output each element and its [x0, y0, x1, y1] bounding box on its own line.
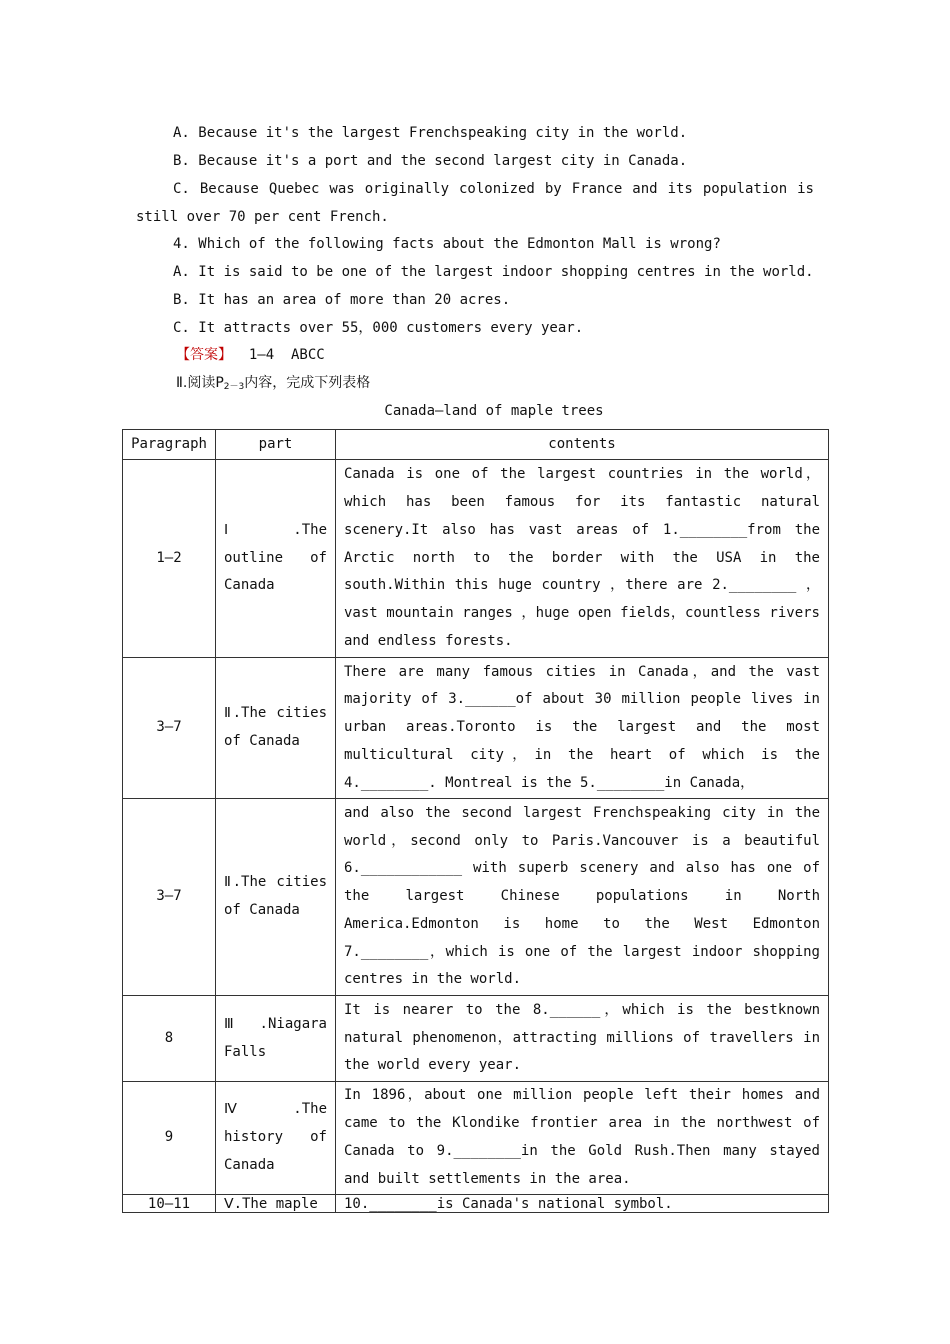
- row-paragraph: 8: [123, 996, 216, 1082]
- row-paragraph: 1—2: [123, 460, 216, 658]
- row-part: Ⅱ.The cities of Canada: [216, 658, 336, 799]
- answer-text: 1—4 ABCC: [248, 347, 325, 363]
- row-contents: In 1896，about one million people left their homes and came to the Klondike frontier area in the northwest of Canada to 9.________in the Gold Rush.Then many stayed and built settlements in the area.: [336, 1082, 829, 1195]
- q3-option-b: B. Because it's a port and the second largest city in Canada.: [173, 153, 688, 169]
- table-title: Canada—land of maple trees: [384, 403, 604, 419]
- table-row: [123, 1082, 829, 1195]
- section-heading-post: 内容，完成下列表格: [244, 375, 371, 391]
- row-contents: and also the second largest Frenchspeaking city in the world，second only to Paris.Vancouver is a beautiful 6.____________ with superb scenery and also has one of the largest Chinese populations in North America.Edmonton is home to the West Edmonton 7.________，which is one of the largest indoor shopping centres in the world.: [336, 799, 829, 996]
- q3-option-c-line1: C. Because Quebec was originally colonized by France and its population is: [173, 181, 814, 197]
- section-heading-pre: Ⅱ.阅读P: [176, 375, 224, 391]
- table-row: [123, 460, 829, 658]
- header-part: part: [216, 430, 336, 460]
- header-paragraph: Paragraph: [123, 430, 216, 460]
- q3-option-c-line2: still over 70 per cent French.: [136, 209, 389, 225]
- row-part: Ⅴ.The maple: [216, 1195, 336, 1213]
- table-row: [123, 658, 829, 799]
- answer-line: [176, 345, 325, 365]
- table-row: [123, 996, 829, 1082]
- q4-stem: 4. Which of the following facts about the Edmonton Mall is wrong?: [173, 236, 721, 252]
- row-part: Ⅲ.Niagara Falls: [216, 996, 336, 1082]
- row-paragraph: 10—11: [123, 1195, 216, 1213]
- row-paragraph: 3—7: [123, 799, 216, 996]
- table-row: [123, 799, 829, 996]
- row-part: Ⅱ.The cities of Canada: [216, 799, 336, 996]
- row-part: Ⅰ.The outline of Canada: [216, 460, 336, 658]
- table-header-row: [123, 430, 829, 460]
- q3-option-a: A. Because it's the largest Frenchspeaking city in the world.: [173, 125, 688, 141]
- row-paragraph: 9: [123, 1082, 216, 1195]
- q4-option-a: A. It is said to be one of the largest indoor shopping centres in the world.: [173, 264, 814, 280]
- q4-option-b: B. It has an area of more than 20 acres.: [173, 292, 511, 308]
- q4-option-c: C. It attracts over 55，000 customers every year.: [173, 320, 584, 336]
- answer-tag: 【答案】: [176, 347, 232, 363]
- header-contents: contents: [336, 430, 829, 460]
- row-paragraph: 3—7: [123, 658, 216, 799]
- row-contents: Canada is one of the largest countries in the world，which has been famous for its fantastic natural scenery.It also has vast areas of 1.________from the Arctic north to the border with the USA in the south.Within this huge country ，there are 2.________ ，vast mountain ranges ，huge open fields，countless rivers and endless forests.: [336, 460, 829, 658]
- row-contents: 10.________is Canada's national symbol.: [336, 1195, 829, 1213]
- row-contents: There are many famous cities in Canada，and the vast majority of 3.______of about 30 million people lives in urban areas.Toronto is the largest and the most multicultural city，in the heart of which is the 4.________. Montreal is the 5.________in Canada，: [336, 658, 829, 799]
- section-heading: [176, 373, 370, 397]
- section-heading-sub: 2－3: [223, 382, 245, 392]
- row-contents: It is nearer to the 8.______，which is the bestknown natural phenomenon，attracting millions of travellers in the world every year.: [336, 996, 829, 1082]
- row-part: Ⅳ.The history of Canada: [216, 1082, 336, 1195]
- summary-table: [122, 429, 829, 1213]
- table-row: [123, 1195, 829, 1213]
